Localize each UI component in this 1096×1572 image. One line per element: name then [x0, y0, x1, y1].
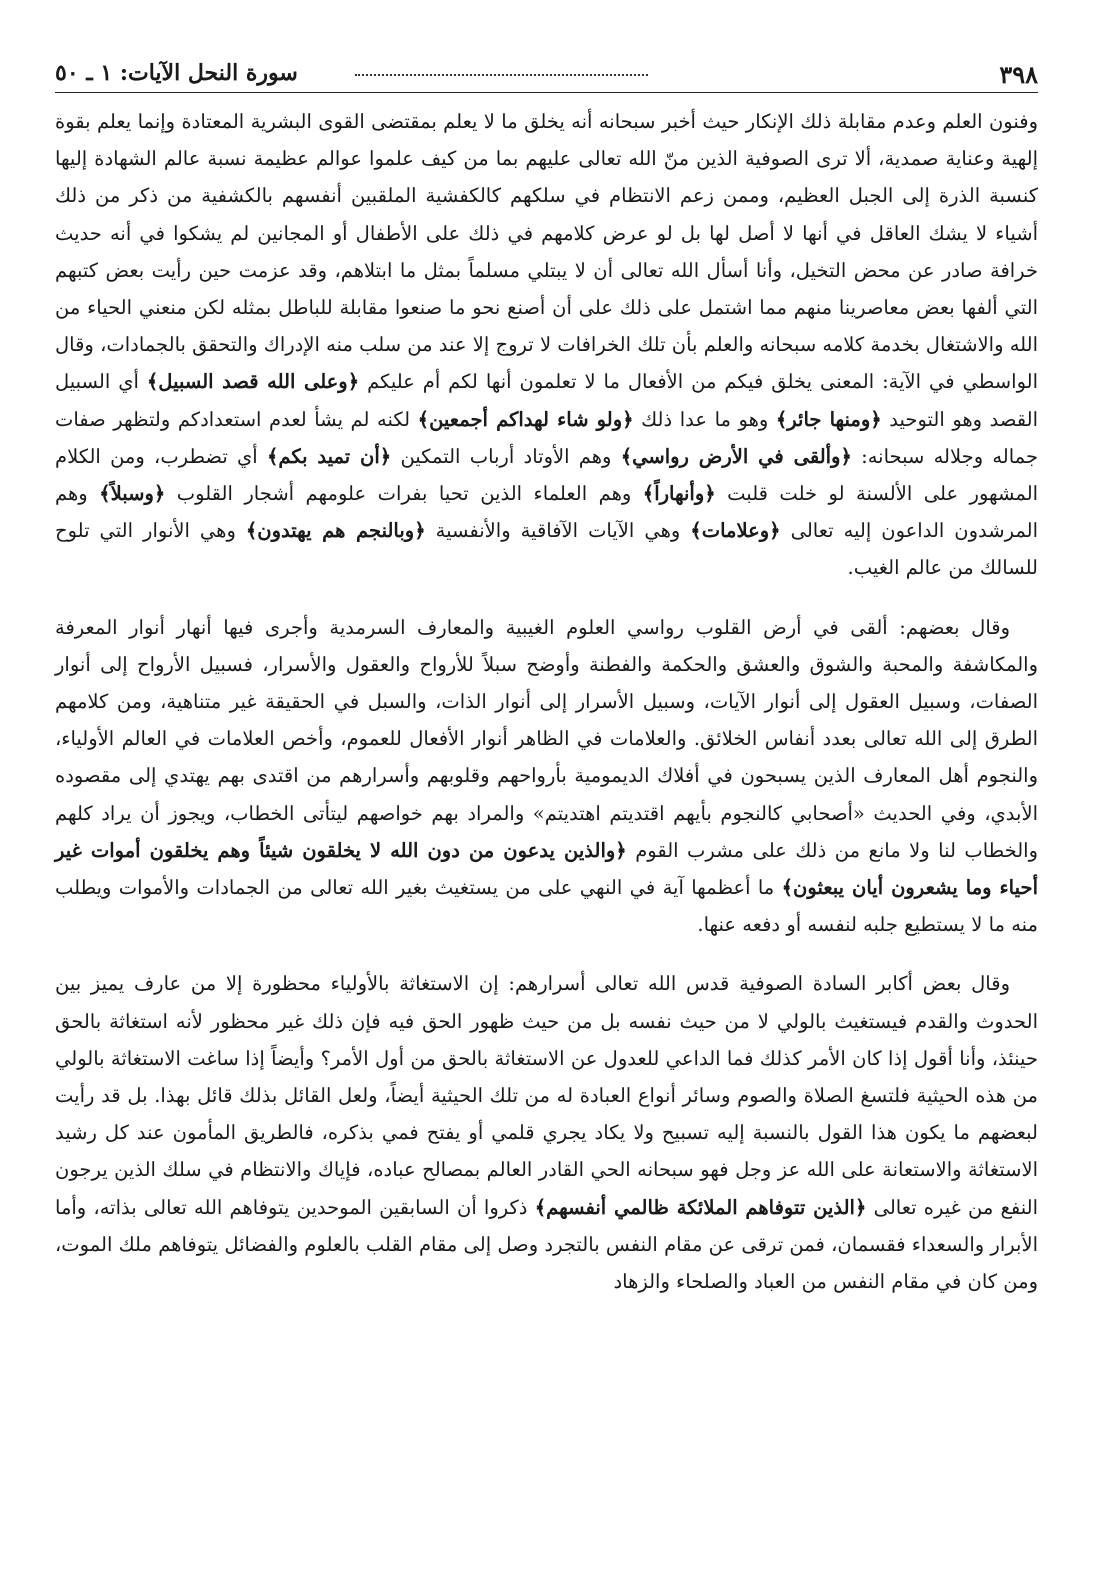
quran-verse: ﴿وعلى الله قصد السبيل﴾: [146, 370, 360, 394]
paragraph-text: أي السبيل القصد وهو التوحيد: [55, 370, 1039, 431]
quran-verse: ﴿وبالنجم هم يهتدون﴾: [245, 519, 426, 543]
paragraph-gap: [55, 587, 1038, 609]
header-dotted-leader: [355, 74, 648, 76]
paragraph-text: وفنون العلم وعدم مقابلة ذلك الإنكار حيث أخبر سبحانه أنه يخلق ما لا يعلم بمقتضى القوى البشرية المعتادة وإنما يعلم بقوة إلهية وعناية صمدية، ألا ترى الصوفية الذين منّ الله تعالى عليهم بما من كيف علموا عوالم عظيمة نسبة عالم الشهادة إليها كنسبة الذرة إلى الجبل العظيم، وممن زعم الانتظام في سلكهم كالكفشية الملقبين أنفسهم بالكشفية من ذكر من ذلك أشياء لا يشك العاقل في أنها لا أصل لها بل لو عرض كلامهم في ذلك على الأطفال أو المجانين لم يشكوا في أنه حديث خرافة صادر عن محض التخيل، وأنا أسأل الله تعالى أن لا يبتلي مسلماً بمثل ما ابتلاهم، وقد عزمت حين رأيت بعض كتبهم التي ألفها بعض معاصرينا منهم مما اشتمل على ذلك على أن أصنع نحو ما صنعوا مقابلة للباطل بمثله لكن منعني الحياء من الله والاشتغال بخدمة كلامه سبحانه والعلم بأن تلك الخرافات لا تروج إلا عند من سلب منه الإدراك والتحقق بالجمادات، وقال الواسطي في الآية: المعنى يخلق فيكم من الأفعال ما لا تعلمون أنها لكم أم عليكم: [55, 110, 1038, 394]
paragraph-text: لكنه لم يشأ لعدم استعدادكم ولتظهر صفات جماله وجلاله سبحانه:: [55, 407, 1039, 468]
paragraph-text: وهي الأنوار التي تلوح للسالك من عالم الغيب.: [55, 519, 1038, 580]
paragraph-text: وهم العلماء الذين تحيا بفرات علومهم أشجار القلوب: [176, 482, 632, 506]
paragraph-text: ما أعظمها آية في النهي على من يستغيث بغير الله تعالى من الجمادات والأموات ويطلب منه ما لا يستطيع جلبه لنفسه أو دفعه عنها.: [55, 876, 1038, 937]
page-number: ٣٩٨: [999, 60, 1038, 89]
paragraph-3: [55, 965, 1038, 1300]
paragraph-text: وقال بعضهم: ألقى في أرض القلوب رواسي العلوم الغيبية والمعارف السرمدية وأجرى فيها أنهار أنوار المعرفة والمكاشفة والمحبة والشوق والعشق والحكمة والفطنة وأوضح سبلاً للأرواح والعقول والأسرار، فسبيل الأرواح إلى أنوار الصفات، وسبيل العقول إلى أنوار الآيات، وسبيل الأسرار إلى أنوار الذات، والسبل في الحقيقة غير متناهية، ومن كلامهم الطرق إلى الله تعالى بعدد أنفاس الخلائق. والعلامات في الظاهر أنوار الأفعال للعموم، وأخص العلامات في العالم الأولياء، والنجوم أهل المعارف الذين يسبحون في أفلاك الديمومية بأرواحهم وقلوبهم وأسرارهم من اقتدى بهم يهتدي إلى مقصوده الأبدي، وفي الحديث «أصحابي كالنجوم بأيهم اقتديتم اهتديتم» والمراد بهم خواصهم ليتأتى الخطاب، ويجوز أن يراد كلهم والخطاب لنا ولا مانع من ذلك على مشرب القوم: [55, 615, 1039, 862]
paragraph-1: [55, 103, 1038, 587]
paragraph-text: أي تضطرب، ومن الكلام المشهور على الألسنة لو خلت قلبت: [55, 444, 1039, 506]
paragraph-gap: [55, 943, 1038, 965]
paragraph-text: وهو ما عدا ذلك: [641, 407, 769, 431]
quran-verse: ﴿الذين تتوفاهم الملائكة ظالمي أنفسهم﴾: [534, 1195, 867, 1219]
paragraph-text: وهي الآيات الآفاقية والأنفسية: [435, 519, 681, 543]
page-header: [55, 52, 1038, 93]
quran-verse: ﴿وأنهاراً﴾: [642, 482, 716, 506]
quran-verse: ﴿وسبلاً﴾: [99, 482, 166, 506]
running-title: سورة النحل الآيات: ١ ـ ٥٠: [55, 60, 298, 86]
paragraph-text: وهم الأوتاد أرباب التمكين: [400, 444, 612, 468]
paragraph-2: [55, 609, 1038, 944]
paragraph-text: ذكروا أن السابقين الموحدين يتوفاهم الله تعالى بذاته، وأما الأبرار والسعداء فقسمان، فمن ترقى عن مقام النفس بالتجرد وصل إلى مقام القلب بالعلوم والفضائل يتوفاهم ملك الموت، ومن كان في مقام النفس من العباد والصلحاء والزهاد: [55, 1195, 1038, 1294]
quran-verse: ﴿ومنها جائر﴾: [775, 407, 882, 431]
quran-verse: ﴿وألقى في الأرض رواسي﴾: [620, 444, 852, 468]
quran-verse: ﴿ولو شاء لهداكم أجمعين﴾: [417, 407, 634, 431]
paragraph-text: وهم المرشدون الداعون إليه تعالى: [55, 482, 1039, 543]
quran-verse: ﴿والذين يدعون من دون الله لا يخلقون شيئاً وهم يخلقون أموات غير أحياء وما يشعرون أيان يبعثون﴾: [55, 838, 1038, 900]
quran-verse: ﴿أن تميد بكم﴾: [266, 444, 392, 468]
quran-verse: ﴿وعلامات﴾: [690, 519, 781, 543]
paragraph-text: وقال بعض أكابر السادة الصوفية قدس الله تعالى أسرارهم: إن الاستغاثة بالأولياء محظورة إلا من عارف يميز بين الحدوث والقدم فيستغيث بالولي لا من حيث نفسه بل من حيث ظهور الحق فيه فإن ذلك غير محظور لأنه استغاثة بالحق حينئذ، وأنا أقول إذا كان الأمر كذلك فما الداعي للعدول عن الاستغاثة بالحق من أول الأمر؟ وأيضاً إذا ساغت الاستغاثة بالولي من هذه الحيثية فلتسغ الصلاة والصوم وسائر أنواع العبادة له من تلك الحيثية أيضاً، ولعل القائل بذلك قائل بهذا. بل قد رأيت لبعضهم ما يكون هذا القول بالنسبة إليه تسبيح ولا يكاد يجري قلمي أو يفتح فمي بذكره، فالطريق المأمون عند كل رشيد الاستغاثة والاستعانة على الله عز وجل فهو سبحانه الحي القادر العالم بمصالح عباده، فإياك والانتظام في سلك الذين يرجون النفع من غيره تعالى: [55, 972, 1039, 1219]
